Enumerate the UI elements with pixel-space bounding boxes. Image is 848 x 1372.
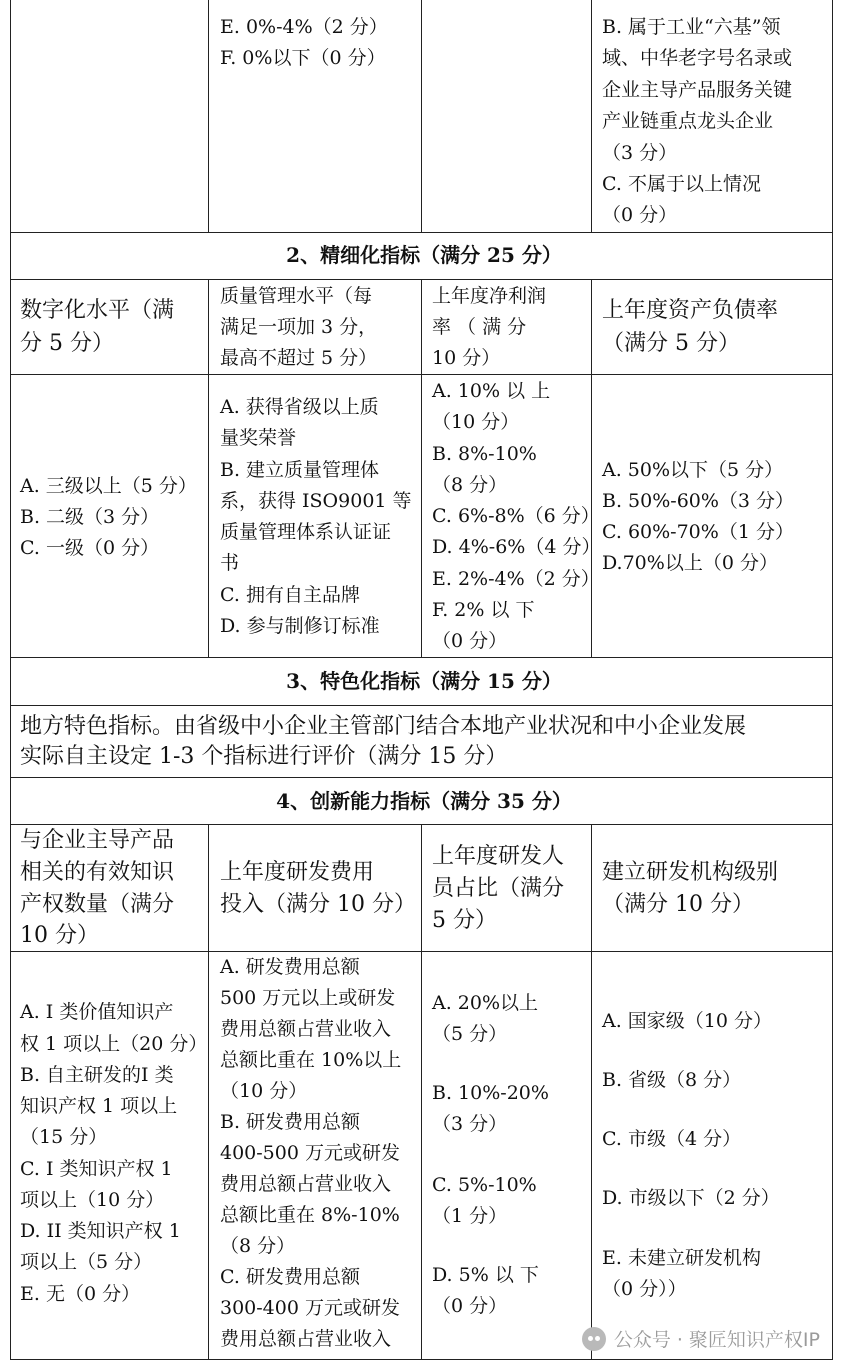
column-header-line: 最高不超过 5 分）: [220, 347, 378, 369]
table-cell-line: C. 市级（4 分）: [602, 1128, 742, 1150]
section-title: 4、创新能力指标（满分 35 分）: [276, 789, 572, 813]
table-cell-line: D. 5% 以 下: [432, 1264, 539, 1286]
table-cell-line: E. 无（0 分）: [20, 1283, 141, 1305]
table-cell-line: C. 一级（0 分）: [20, 537, 160, 559]
table-cell-line: C. 不属于以上情况: [602, 173, 761, 195]
table-cell-line: B. 属于工业“六基”领: [602, 16, 781, 38]
column-header-line: 质量管理水平（每: [220, 285, 373, 307]
table-cell-line: 项以上（10 分）: [20, 1189, 165, 1211]
table-cell-line: C. 6%-8%（6 分）: [432, 505, 600, 527]
table-cell-line: 500 万元以上或研发: [220, 987, 396, 1009]
paragraph-line: 实际自主设定 1-3 个指标进行评价（满分 15 分）: [20, 744, 508, 769]
column-header-line: 投入（满分 10 分）: [220, 892, 416, 917]
table-cell-line: C. 60%-70%（1 分）: [602, 521, 794, 543]
table-cell-line: （8 分）: [432, 474, 508, 496]
rule: [591, 279, 592, 657]
table-cell-line: A. 三级以上（5 分）: [20, 475, 197, 497]
table-cell-line: E. 未建立研发机构: [602, 1247, 761, 1269]
table-cell-line: E. 2%-4%（2 分）: [432, 568, 600, 590]
table-cell-line: 费用总额占营业收入: [220, 1018, 392, 1040]
table-cell-line: 权 1 项以上（20 分）: [20, 1033, 208, 1055]
table-cell-line: F. 2% 以 下: [432, 599, 535, 621]
table-cell-line: A. I 类价值知识产: [20, 1001, 174, 1023]
column-header-line: 上年度资产负债率: [602, 298, 779, 323]
table-cell-line: A. 研发费用总额: [220, 956, 360, 978]
column-header-line: 产权数量（满分: [20, 892, 175, 917]
rule: [421, 279, 422, 657]
section-title: 2、精细化指标（满分 25 分）: [286, 243, 562, 267]
table-cell-line: 项以上（5 分）: [20, 1251, 153, 1273]
table-cell-line: （1 分）: [432, 1205, 508, 1227]
column-header-line: 数字化水平（满: [20, 298, 175, 323]
table-cell-line: B. 自主研发的I 类: [20, 1064, 174, 1086]
rule: [208, 824, 209, 1360]
table-cell-line: （10 分）: [432, 411, 520, 433]
table-cell-line: B. 8%-10%: [432, 443, 537, 465]
rule: [10, 705, 833, 706]
column-header-line: 相关的有效知识: [20, 860, 175, 885]
table-cell-line: A. 获得省级以上质: [220, 396, 379, 418]
table-cell-line: 300-400 万元或研发: [220, 1297, 400, 1319]
column-header-line: 率 （ 满 分: [432, 316, 527, 338]
rule: [10, 657, 833, 658]
table-cell-line: B. 二级（3 分）: [20, 506, 160, 528]
column-header-line: （满分 10 分）: [602, 892, 754, 917]
table-cell-line: （0 分）: [432, 630, 508, 652]
column-header-line: 满足一项加 3 分，: [220, 316, 378, 338]
paragraph-line: 地方特色指标。由省级中小企业主管部门结合本地产业状况和中小企业发展: [20, 714, 747, 739]
table-cell-line: 总额比重在 10%以上: [220, 1049, 402, 1071]
table-cell-line: （0 分）: [432, 1295, 508, 1317]
table-cell-line: （0 分））: [602, 1278, 687, 1300]
table-cell-line: 系，获得 ISO9001 等: [220, 490, 412, 512]
table-cell-line: （3 分）: [432, 1113, 508, 1135]
section-title: 3、特色化指标（满分 15 分）: [286, 669, 562, 693]
table-cell-line: C. 研发费用总额: [220, 1266, 360, 1288]
rule: [421, 0, 422, 232]
table-cell-line: C. I 类知识产权 1: [20, 1158, 173, 1180]
column-header-line: 与企业主导产品: [20, 828, 175, 853]
column-header-line: 上年度净利润: [432, 285, 547, 307]
table-cell-line: B. 50%-60%（3 分）: [602, 490, 795, 512]
watermark: [582, 1325, 820, 1352]
column-header-line: 上年度研发费用: [220, 860, 375, 885]
table-cell-line: C. 5%-10%: [432, 1174, 537, 1196]
table-cell-line: 费用总额占营业收入: [220, 1173, 392, 1195]
table-cell-line: 域、中华老字号名录或: [602, 47, 793, 69]
table-cell-line: 企业主导产品服务关键: [602, 79, 793, 101]
watermark-text: 公众号 · 聚匠知识产权IP: [613, 1329, 820, 1351]
table-cell-line: 总额比重在 8%-10%: [220, 1204, 400, 1226]
table-cell-line: B. 研发费用总额: [220, 1111, 361, 1133]
table-cell-line: D. 4%-6%（4 分）: [432, 536, 601, 558]
table-cell-line: A. 国家级（10 分）: [602, 1010, 773, 1032]
column-header-line: （满分 5 分）: [602, 331, 740, 356]
column-header-line: 5 分）: [432, 908, 497, 933]
rule: [10, 232, 833, 233]
rule: [591, 824, 592, 1360]
table-cell-line: D. II 类知识产权 1: [20, 1220, 181, 1242]
table-cell-line: （8 分）: [220, 1235, 296, 1257]
column-header-line: 分 5 分）: [20, 331, 114, 356]
column-header-line: 建立研发机构级别: [602, 860, 779, 885]
table-cell-line: B. 建立质量管理体: [220, 459, 380, 481]
table-cell-line: （5 分）: [432, 1023, 508, 1045]
rule: [10, 777, 833, 778]
column-header-line: 员占比（满分: [432, 876, 565, 901]
table-cell-line: 费用总额占营业收入: [220, 1328, 392, 1350]
wechat-icon: [582, 1327, 606, 1351]
table-cell-line: （15 分）: [20, 1126, 108, 1148]
column-header-line: 10 分）: [432, 347, 501, 369]
table-cell-line: 书: [220, 552, 240, 574]
table-cell-line: 量奖荣誉: [220, 427, 297, 449]
table-cell-line: C. 拥有自主品牌: [220, 584, 360, 606]
table-cell-line: A. 50%以下（5 分）: [602, 459, 784, 481]
table-cell-line: 产业链重点龙头企业: [602, 110, 774, 132]
table-cell-line: D. 参与制修订标准: [220, 615, 380, 637]
table-cell-line: B. 省级（8 分）: [602, 1069, 742, 1091]
table-cell-line: 400-500 万元或研发: [220, 1142, 400, 1164]
table-cell-line: （10 分）: [220, 1080, 308, 1102]
rule: [208, 279, 209, 657]
table-cell-line: D. 市级以下（2 分）: [602, 1187, 780, 1209]
table-cell-line: A. 10% 以 上: [432, 380, 551, 402]
table-cell-line: E. 0%-4%（2 分）: [220, 16, 388, 38]
table-cell-line: A. 20%以上: [432, 992, 539, 1014]
rule: [208, 0, 209, 232]
rule: [591, 0, 592, 232]
table-cell-line: （0 分）: [602, 204, 678, 226]
column-header-line: 上年度研发人: [432, 844, 565, 869]
table-cell-line: D.70%以上（0 分）: [602, 552, 778, 574]
column-header-line: 10 分）: [20, 923, 99, 948]
rule: [421, 824, 422, 1360]
table-cell-line: B. 10%-20%: [432, 1082, 549, 1104]
table-cell-line: （3 分）: [602, 142, 678, 164]
table-cell-line: 质量管理体系认证证: [220, 521, 392, 543]
table-cell-line: F. 0%以下（0 分）: [220, 47, 386, 69]
table-cell-line: 知识产权 1 项以上: [20, 1095, 178, 1117]
